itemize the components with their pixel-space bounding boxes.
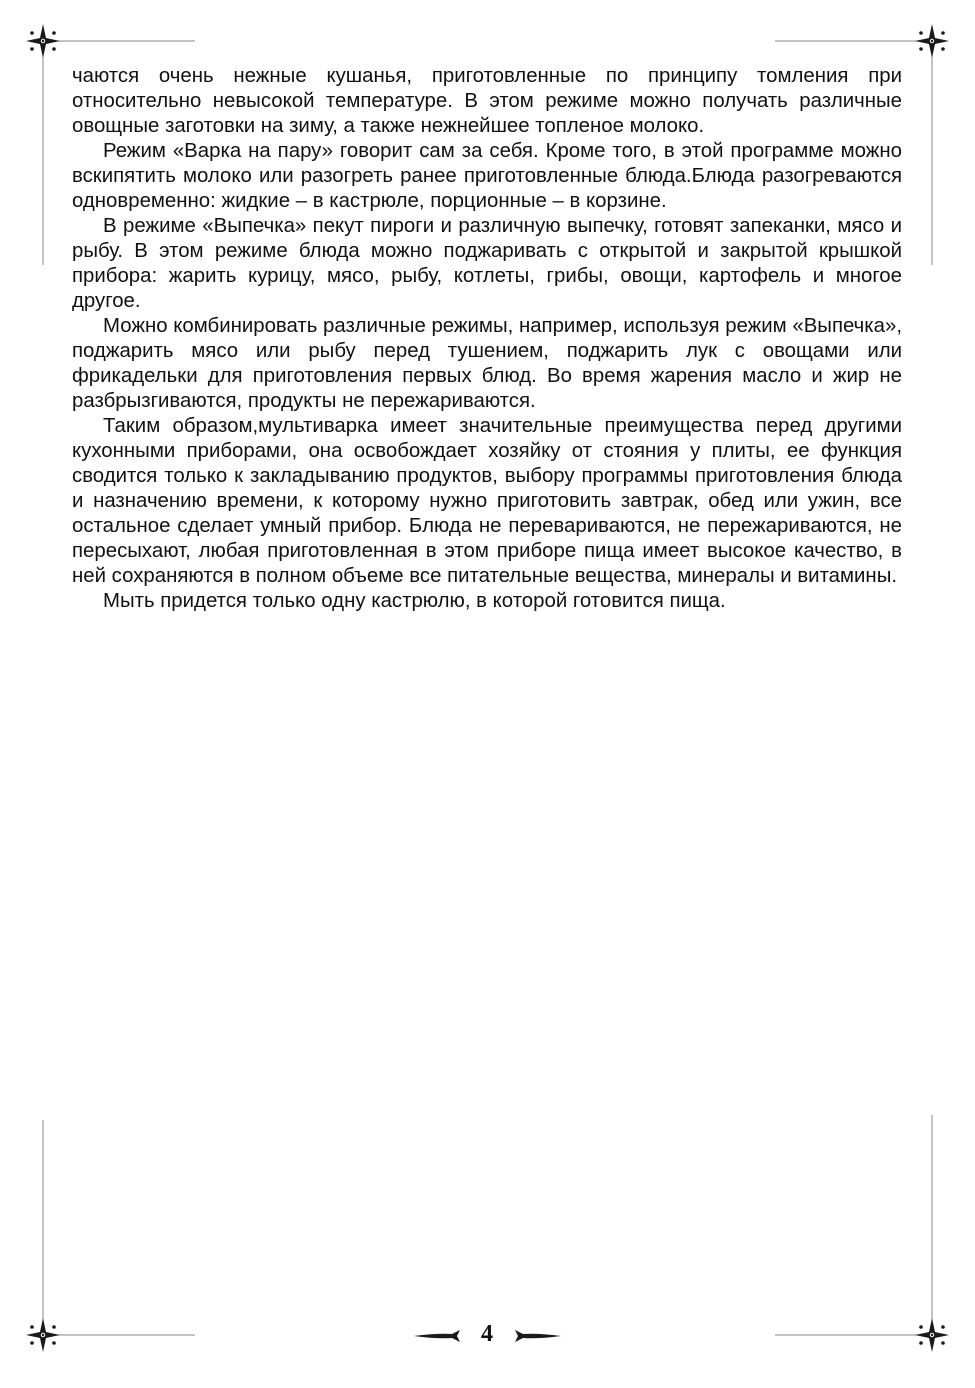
folio-ornament-right-icon xyxy=(509,1329,561,1343)
paragraph-5: Таким образом,мультиварка имеет значительные преимущества перед другими кухонными приборами, она освобождает хозяйку от стояния у плиты, ее функция сводится только к закладыванию продуктов, выбору программы приготовления блюда и назначению времени, к которому нужно приготовить завтрак, обед или ужин, все остальное сделает умный прибор. Блюда не перевариваются, не пережариваются, не пересыхают, любая приготовленная в этом приборе пища имеет высокое качество, в ней сохраняются в полном объеме все питательные вещества, минералы и витамины. xyxy=(72,415,902,587)
paragraph-2: Режим «Варка на пару» говорит сам за себя. Кроме того, в этой программе можно вскипятить молоко или разогреть ранее приготовленные блюда.Блюда разогреваются одновременно: жидкие – в кастрюле, порционные – в корзине. xyxy=(72,140,902,212)
page-number: 4 xyxy=(481,1321,493,1347)
body-text xyxy=(72,64,902,614)
paragraph-1: чаются очень нежные кушанья, приготовленные по принципу томления при относительно невысокой температуре. В этом режиме можно получать различные овощные заготовки на зиму, а также нежнейшее топленое молоко. xyxy=(72,65,902,137)
paragraph-4: Можно комбинировать различные режимы, например, используя режим «Выпечка», поджарить мясо или рыбу перед тушением, поджарить лук с овощами или фрикадельки для приготовления первых блюд. Во время жарения масло и жир не разбрызгиваются, продукты не пережариваются. xyxy=(72,315,902,412)
paragraph-3: В режиме «Выпечка» пекут пироги и различную выпечку, готовят запеканки, мясо и рыбу. В этом режиме блюда можно поджаривать с открытой и закрытой крышкой прибора: жарить курицу, мясо, рыбу, котлеты, грибы, овощи, картофель и многое другое. xyxy=(72,215,902,312)
paragraph-6: Мыть придется только одну кастрюлю, в которой готовится пища. xyxy=(103,590,726,612)
folio-ornament-left-icon xyxy=(414,1329,466,1343)
corner-ornament-bottom-left xyxy=(0,1110,200,1388)
corner-ornament-bottom-right xyxy=(770,1110,975,1388)
